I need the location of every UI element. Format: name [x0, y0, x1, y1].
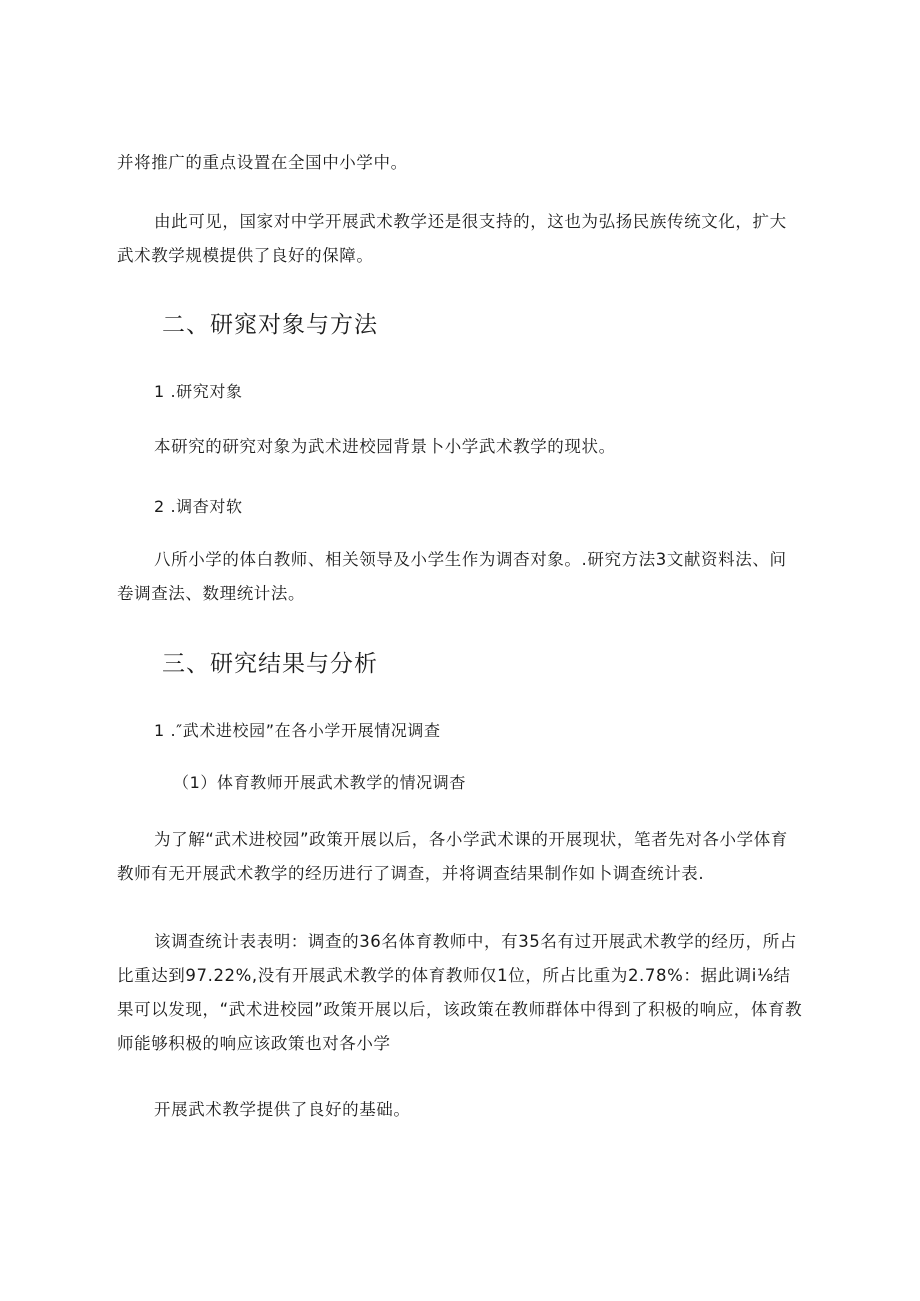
paragraph-survey-purpose: 为了解“武术进校园”政策开展以后，各小学武术课的开展现状，笔者先对各小学体育教师有无开展武术教学的经历进行了调查，并将调查结果制作如卜调查统计表. [117, 830, 788, 883]
paragraph-survey-object: 八所小学的体白教师、相关领导及小学生作为调杳对象。.研究方法3文献资料法、问卷调查法、数理统计法。 [117, 550, 787, 603]
paragraph-research-object: 本研究的研究对象为武术进校园背景卜小学武术教学的现状。 [154, 437, 616, 456]
subheading-campus-survey: 1 .″武术进校园”在各小学开展情况调查 [154, 721, 441, 740]
subheading-survey-object: 2 .调杳对软 [154, 497, 243, 516]
paragraph-foundation: 开展武术教学提供了良好的基础。 [154, 1100, 411, 1119]
subheading-research-object: 1 .研究对象 [154, 382, 243, 401]
section-heading-research-objects: 二、研窕对象与方法 [162, 312, 378, 338]
paragraph-survey-results: 该调查统计表表明：调查的36名体育教师中，有35名有过开展武术教学的经历，所占比重达到97.22%,没有开展武术教学的体育教师仅1位，所占比重为2.78%：据此调i⅛结果可以发现，“武术进校园”政策开展以后，该政策在教师群体中得到了积极的响应，体育教师能够积极的响应该政策也对各小学 [117, 932, 803, 1053]
section-heading-results: 三、研究结果与分析 [162, 651, 378, 677]
paragraph-intro-end: 并将推广的重点设置在全国中小学中。 [117, 153, 408, 172]
paragraph-support-summary: 由此可见，国家对中学开展武术教学还是很支持的，这也为弘扬民族传统文化，扩大武术教学规模提供了良好的保障。 [117, 212, 787, 265]
subsubheading-teacher-survey: （1）体育教师开展武术教学的情况调杳 [173, 773, 466, 792]
